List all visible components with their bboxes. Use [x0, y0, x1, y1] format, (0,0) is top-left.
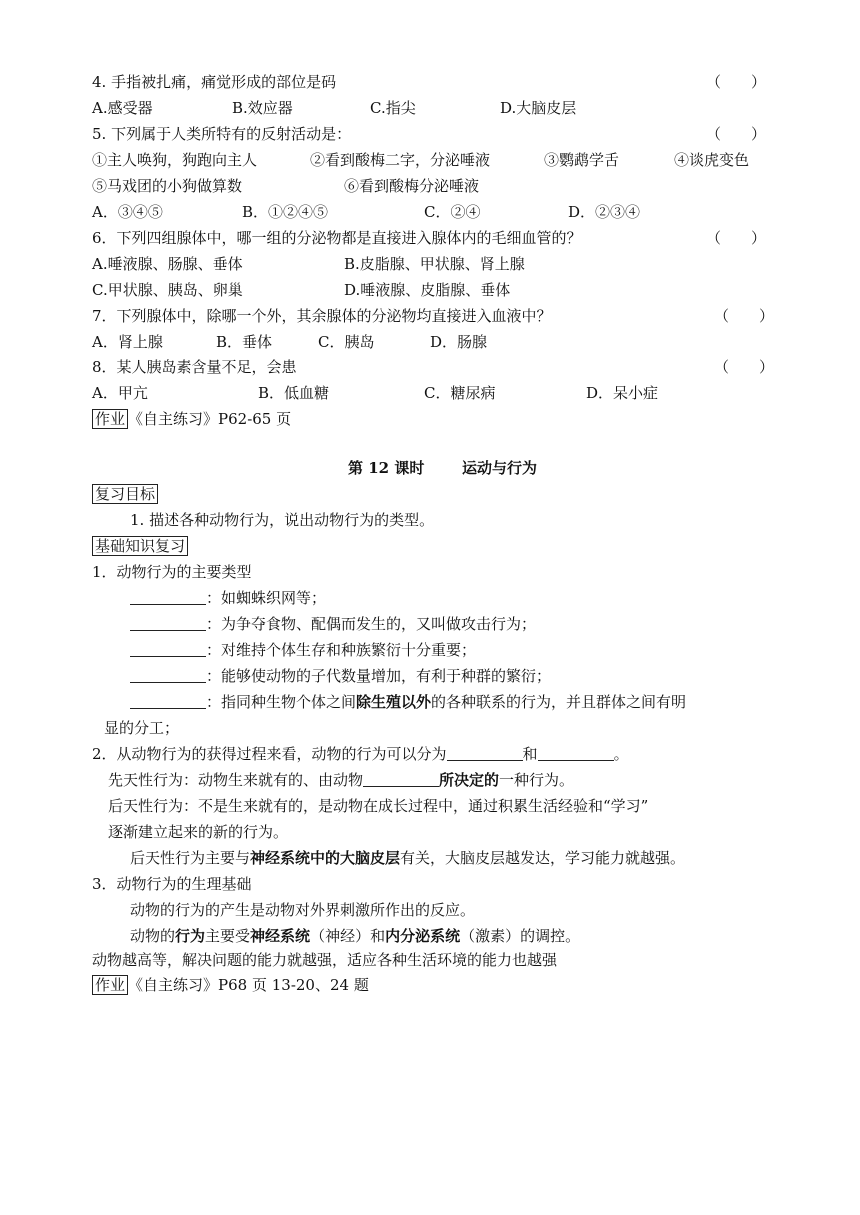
fill-blank[interactable] [130, 642, 206, 657]
section-3-line-2: 动物的行为主要受神经系统（神经）和内分泌系统（激素）的调控。 [130, 927, 581, 945]
behavior-type-row: ：为争夺食物、配偶而发生的，又叫做攻击行为； [130, 614, 536, 634]
section-1-heading: 1．动物行为的主要类型 [92, 563, 252, 581]
behavior-type-row: ：指同种生物个体之间除生殖以外的各种联系的行为，并且群体之间有明 [130, 692, 686, 712]
basic-review-label: 基础知识复习 [92, 536, 188, 556]
section-3-line-3: 动物越高等，解决问题的能力就越强，适应各种生活环境的能力也越强 [92, 951, 558, 969]
q6-option-c: C.甲状腺、胰岛、卵巢 [92, 281, 243, 299]
q4-option-d: D.大脑皮层 [500, 99, 577, 117]
homework-text: 《自主练习》P62-65 页 [128, 410, 292, 428]
behavior-type-row: ：如蜘蛛织网等； [130, 588, 326, 608]
q5-option-b: B．①②④⑤ [242, 203, 329, 221]
homework-line-2 [92, 975, 369, 995]
answer-paren-q4: （ ） [706, 73, 767, 91]
q5-item-4: ④谈虎变色 [674, 151, 750, 169]
learned-behavior-line-1: 后天性行为：不是生来就有的，是动物在成长过程中，通过积累生活经验和“学习” [108, 797, 649, 815]
q5-item-3: ③鹦鹉学舌 [544, 151, 620, 169]
behavior-type-row: ：对维持个体生存和种族繁衍十分重要； [130, 640, 476, 660]
behavior-type-row: ：能够使动物的子代数量增加，有利于种群的繁衍； [130, 666, 551, 686]
review-goal-heading [92, 484, 158, 504]
q5-item-1: ①主人唤狗，狗跑向主人 [92, 151, 258, 169]
review-goal-label: 复习目标 [92, 484, 158, 504]
q8-option-c: C．糖尿病 [424, 384, 496, 402]
homework-label: 作业 [92, 409, 128, 429]
behavior-type-row-continued: 显的分工； [104, 719, 180, 737]
fill-blank[interactable] [130, 668, 206, 683]
q4-option-c: C.指尖 [370, 99, 416, 117]
question-7-stem: 7．下列腺体中，除哪一个外，其余腺体的分泌物均直接进入血液中？ [92, 307, 552, 325]
emphasis-text: 所决定的 [439, 771, 500, 789]
q4-option-b: B.效应器 [232, 99, 293, 117]
question-6-stem: 6．下列四组腺体中，哪一组的分泌物都是直接进入腺体内的毛细血管的？ [92, 229, 582, 247]
q5-item-5: ⑤马戏团的小狗做算数 [92, 177, 243, 195]
homework-label: 作业 [92, 975, 128, 995]
q6-option-d: D.唾液腺、皮脂腺、垂体 [344, 281, 511, 299]
q5-item-6: ⑥看到酸梅分泌唾液 [344, 177, 480, 195]
q8-option-b: B．低血糖 [258, 384, 330, 402]
fill-blank[interactable] [538, 746, 614, 761]
emphasis-text: 神经系统中的大脑皮层 [250, 849, 401, 867]
homework-line-1 [92, 409, 291, 429]
q5-item-2: ②看到酸梅二字，分泌唾液 [310, 151, 491, 169]
emphasis-text: 神经系统 [250, 927, 311, 945]
question-8-stem: 8．某人胰岛素含量不足，会患 [92, 358, 297, 376]
q5-option-c: C．②④ [424, 203, 481, 221]
q7-option-b: B．垂体 [216, 333, 273, 351]
q7-option-d: D．肠腺 [430, 333, 488, 351]
answer-paren-q6: （ ） [706, 229, 767, 247]
emphasis-text: 行为 [175, 927, 206, 945]
section-3-heading: 3．动物行为的生理基础 [92, 875, 252, 893]
answer-paren-q8: （ ） [714, 358, 775, 376]
q5-option-d: D．②③④ [568, 203, 641, 221]
q7-option-a: A．肾上腺 [92, 333, 163, 351]
fill-blank[interactable] [447, 746, 523, 761]
fill-blank[interactable] [130, 590, 206, 605]
learned-behavior-note: 后天性行为主要与神经系统中的大脑皮层有关，大脑皮层越发达，学习能力就越强。 [130, 849, 686, 867]
q4-option-a: A.感受器 [92, 99, 153, 117]
q8-option-a: A．甲亢 [92, 384, 148, 402]
learned-behavior-line-2: 逐渐建立起来的新的行为。 [108, 823, 289, 841]
basic-review-heading [92, 536, 188, 556]
lesson-number: 第 12 课时 [348, 459, 425, 477]
homework-text: 《自主练习》P68 页 13-20、24 题 [128, 976, 369, 994]
review-goal-item: 1. 描述各种动物行为，说出动物行为的类型。 [130, 511, 435, 529]
question-5-stem: 5. 下列属于人类所特有的反射活动是： [92, 125, 352, 143]
innate-behavior-line: 先天性行为：动物生来就有的、由动物 所决定的一种行为。 [108, 771, 575, 789]
section-2-heading: 2．从动物行为的获得过程来看，动物的行为可以分为 和 。 [92, 745, 629, 763]
lesson-title: 运动与行为 [462, 459, 538, 477]
question-4-stem: 4. 手指被扎痛，痛觉形成的部位是码 [92, 73, 337, 91]
answer-paren-q7: （ ） [714, 307, 775, 325]
fill-blank[interactable] [130, 694, 206, 709]
emphasis-text: 内分泌系统 [385, 927, 461, 945]
q5-option-a: A．③④⑤ [92, 203, 163, 221]
q7-option-c: C．胰岛 [318, 333, 375, 351]
q6-option-a: A.唾液腺、肠腺、垂体 [92, 255, 243, 273]
answer-paren-q5: （ ） [706, 125, 767, 143]
fill-blank[interactable] [363, 772, 439, 787]
q6-option-b: B.皮脂腺、甲状腺、肾上腺 [344, 255, 525, 273]
section-3-line-1: 动物的行为的产生是动物对外界刺激所作出的反应。 [130, 901, 476, 919]
q8-option-d: D．呆小症 [586, 384, 659, 402]
fill-blank[interactable] [130, 616, 206, 631]
emphasis-text: 除生殖以外 [356, 693, 432, 711]
